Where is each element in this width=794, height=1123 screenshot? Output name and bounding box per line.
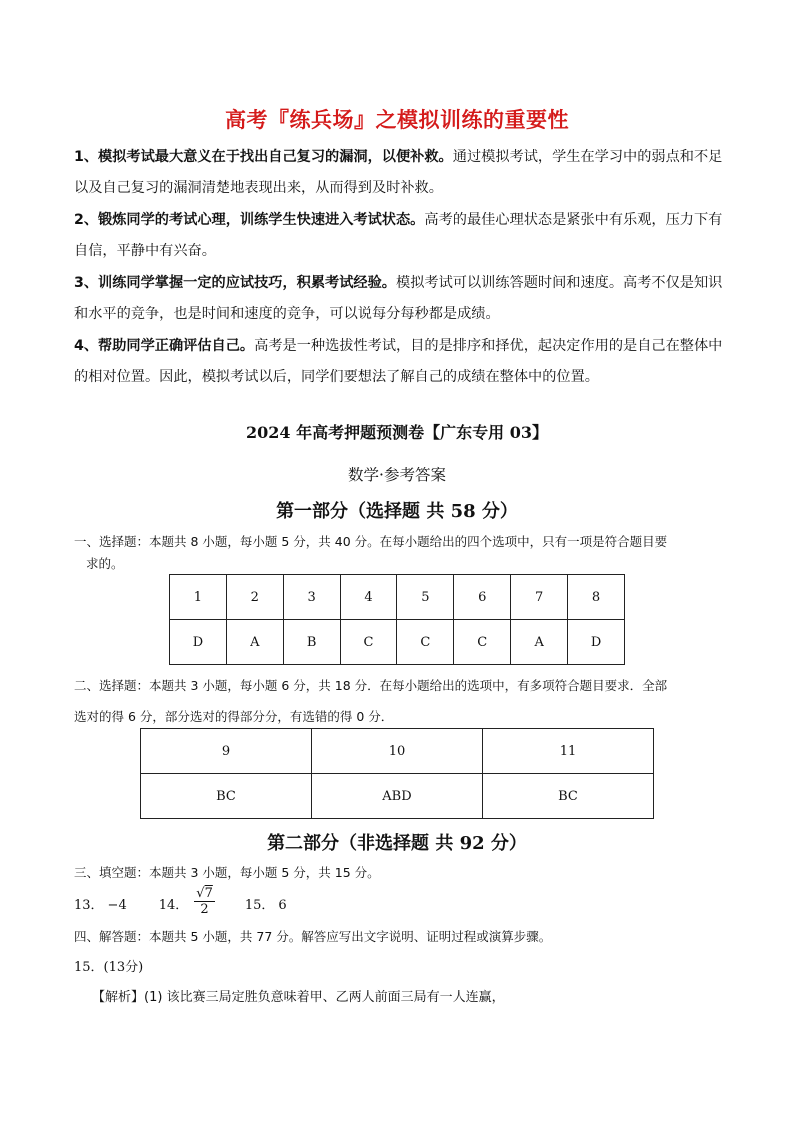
part1-title: 第一部分（选择题 共 58 分） <box>276 501 518 522</box>
intro-4-text: 高考是一种选拔性考试，目的是排序和择优，起决定作用的是自己在整体中的相对位置。因此，模拟考试以后，同学们要想法了解自己的成绩在整体中的位置。 <box>74 338 723 385</box>
section1-note-line1: 一、选择题：本题共 8 小题，每小题 5 分，共 40 分。在每小题给出的四个选项中，只有一项是符合题目要 <box>74 534 668 549</box>
exam-title: 2024 年高考押题预测卷【广东专用 03】 <box>246 423 548 442</box>
q14-radicand: 7 <box>204 886 213 901</box>
q13-value: −4 <box>107 898 127 913</box>
q14-denominator: 2 <box>200 902 209 917</box>
intro-2-text: 高考的最佳心理状态是紧张中有乐观，压力下有自信，平静中有兴奋。 <box>74 212 723 259</box>
section2-note-line1: 二、选择题：本题共 3 小题，每小题 6 分，共 18 分．在每小题给出的选项中，有多项符合题目要求．全部 <box>74 678 668 693</box>
intro-3-text: 模拟考试可以训练答题时间和速度。高考不仅是知识和水平的竞争，也是时间和速度的竞争，可以说每分每秒都是成绩。 <box>74 275 723 322</box>
answer-cell: ABD <box>311 774 482 819</box>
section1-note-line2: 求的。 <box>86 556 124 571</box>
question-number: 5 <box>397 575 454 620</box>
intro-paragraph-3 <box>74 268 734 330</box>
answer-cell: D <box>170 620 227 665</box>
intro-1-bold: 1、模拟考试最大意义在于找出自己复习的漏洞，以便补救。 <box>74 149 453 165</box>
question-number: 7 <box>511 575 568 620</box>
table-row-answers <box>170 620 625 665</box>
solution-line <box>92 986 505 1005</box>
q15-label: 15． <box>244 898 275 913</box>
section2-note-line2: 选对的得 6 分，部分选对的得部分分，有选错的得 0 分． <box>74 709 394 724</box>
section4-note: 四、解答题：本题共 5 小题，共 77 分。解答应写出文字说明、证明过程或演算步骤。 <box>74 929 552 944</box>
solution-label: 【解析】 <box>92 990 145 1005</box>
table-row-numbers <box>141 729 654 774</box>
answer-table-choice <box>169 574 625 665</box>
q14-label: 14． <box>158 898 189 913</box>
question-number: 10 <box>311 729 482 774</box>
fill-in-answers <box>74 886 287 921</box>
intro-paragraph-1 <box>74 142 734 204</box>
question-number: 3 <box>283 575 340 620</box>
intro-3-bold: 3、训练同学掌握一定的应试技巧，积累考试经验。 <box>74 275 396 291</box>
question-number: 8 <box>568 575 625 620</box>
answer-cell: BC <box>141 774 312 819</box>
q15-value: 6 <box>278 898 287 913</box>
q14-fraction <box>194 886 215 917</box>
exam-subtitle: 数学·参考答案 <box>348 466 446 484</box>
question-number: 6 <box>454 575 511 620</box>
answer-cell: BC <box>483 774 654 819</box>
answer-cell: C <box>397 620 454 665</box>
intro-paragraph-4 <box>74 331 734 393</box>
intro-4-bold: 4、帮助同学正确评估自己。 <box>74 338 255 354</box>
answer-cell: B <box>283 620 340 665</box>
question-number: 2 <box>226 575 283 620</box>
sqrt-symbol: √ <box>196 886 205 901</box>
part2-title: 第二部分（非选择题 共 92 分） <box>267 833 527 854</box>
question-number: 1 <box>170 575 227 620</box>
answer-cell: A <box>511 620 568 665</box>
question-number: 11 <box>483 729 654 774</box>
answer-cell: C <box>340 620 397 665</box>
solution-text: (1) 该比赛三局定胜负意味着甲、乙两人前面三局有一人连赢， <box>144 990 505 1005</box>
answer-cell: D <box>568 620 625 665</box>
section2-note <box>74 670 734 732</box>
banner-title: 高考『练兵场』之模拟训练的重要性 <box>225 108 569 132</box>
table-row-answers <box>141 774 654 819</box>
answer-table-multi <box>140 728 654 819</box>
question-number: 9 <box>141 729 312 774</box>
section1-note <box>74 531 734 575</box>
intro-2-bold: 2、锻炼同学的考试心理，训练学生快速进入考试状态。 <box>74 212 425 228</box>
answer-cell: C <box>454 620 511 665</box>
table-row-numbers <box>170 575 625 620</box>
q15-header: 15．(13分) <box>74 960 144 975</box>
q14-numerator <box>194 886 215 902</box>
intro-1-text: 通过模拟考试，学生在学习中的弱点和不足以及自己复习的漏洞清楚地表现出来，从而得到及时补救。 <box>74 149 723 196</box>
question-number: 4 <box>340 575 397 620</box>
section3-note: 三、填空题：本题共 3 小题，每小题 5 分，共 15 分。 <box>74 865 380 880</box>
answer-cell: A <box>226 620 283 665</box>
intro-paragraph-2 <box>74 205 734 267</box>
q13-label: 13． <box>74 898 104 913</box>
